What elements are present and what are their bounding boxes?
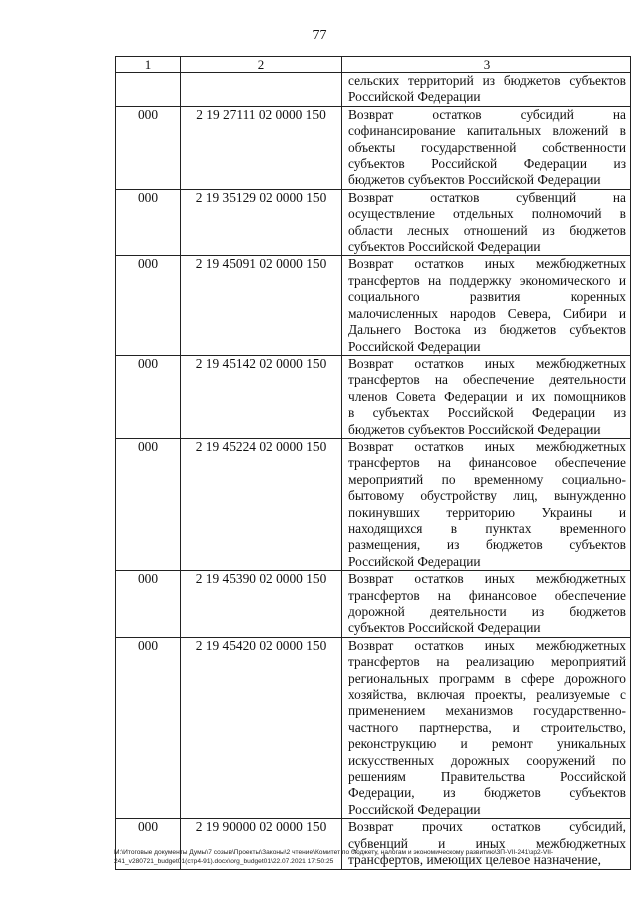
description-line: Возврат остатков иных межбюджетных [348,438,626,454]
admin-code-cell: 000 [116,819,181,869]
description-cell [342,571,631,638]
description-line: трансфертов на финансовое обеспечение [348,587,626,603]
description-line: трансфертов на реализацию мероприятий [348,654,626,670]
admin-code-cell [116,73,181,107]
description-cell [342,256,631,355]
description-line: региональных программ в сфере дорожного [348,670,626,686]
description-line: Российской Федерации [348,553,481,569]
description-line: социального развития коренных [348,289,626,305]
description-line: Российской Федерации [348,89,481,105]
table-row [116,438,631,570]
description-line: объекты государственной собственности [348,139,626,155]
description-cell [342,189,631,256]
description-cell [342,355,631,438]
description-line: субъектов Российской Федерации [348,239,541,255]
file-path-footer [114,848,624,866]
description-line: осуществление отдельных полномочий в [348,206,626,222]
budget-code-cell: 2 19 45420 02 0000 150 [181,637,342,818]
table-row [116,73,631,107]
description-line: субъектов Российской Федерации из [348,156,626,172]
description-line: Федерации, из бюджетов субъектов [348,785,626,801]
description-line: мероприятий по временному социально- [348,471,626,487]
admin-code-cell: 000 [116,256,181,355]
description-line: находящихся в пунктах временного [348,520,626,536]
description-line: Возврат остатков субвенций на [348,189,626,205]
footer-line-1: M:\Итоговые документы Думы\7 созыв\Проекты\Законы\2 чтение\Комитет по бюджету, налогам и экономическому развитию\3П-VII-241\зр2-VII- [114,849,554,856]
budget-code-cell: 2 19 27111 02 0000 150 [181,106,342,189]
description-line: Возврат остатков иных межбюджетных [348,256,626,272]
table-row [116,106,631,189]
description-line: Возврат прочих остатков субсидий, [348,819,626,835]
description-line: Возврат остатков субсидий на [348,106,626,122]
table-row [116,256,631,355]
admin-code-cell: 000 [116,355,181,438]
description-line: бюджетов субъектов Российской Федерации [348,172,601,188]
budget-code-cell [181,73,342,107]
description-cell [342,637,631,818]
description-line: бюджетов субъектов Российской Федерации [348,421,601,437]
table-header-row [116,57,631,73]
footer-line-2: 241_v280721_budget01(стр4-91).docx\org_budget01\22.07.2021 17:50:25 [114,858,334,865]
description-line: трансфертов на финансовое обеспечение [348,455,626,471]
budget-code-cell: 2 19 45224 02 0000 150 [181,438,342,570]
table-row [116,355,631,438]
description-line: трансфертов на обеспечение деятельности [348,372,626,388]
header-col-1: 1 [116,57,181,73]
description-line: софинансирование капитальных вложений в [348,123,626,139]
budget-classification-table [115,56,631,870]
description-line: Возврат остатков иных межбюджетных [348,637,626,653]
budget-code-cell: 2 19 45390 02 0000 150 [181,571,342,638]
page-number: 77 [312,28,327,43]
description-line: членов Совета Федерации и их помощников [348,388,626,404]
description-line: трансфертов на поддержку экономического и [348,272,626,288]
admin-code-cell: 000 [116,571,181,638]
description-line: Российской Федерации [348,338,481,354]
table-row [116,637,631,818]
budget-code-cell: 2 19 90000 02 0000 150 [181,819,342,869]
description-line: бытовому обустройству лиц, вынужденно [348,488,626,504]
description-line: хозяйства, включая проекты, реализуемые с [348,687,626,703]
table-row [116,189,631,256]
admin-code-cell: 000 [116,189,181,256]
description-line: субъектов Российской Федерации [348,620,541,636]
description-line: частного партнерства, и строительство, [348,719,626,735]
admin-code-cell: 000 [116,637,181,818]
description-cell [342,106,631,189]
description-line: решениям Правительства Российской [348,769,626,785]
budget-code-cell: 2 19 35129 02 0000 150 [181,189,342,256]
description-line: размещения, из бюджетов субъектов [348,537,626,553]
description-line: Российской Федерации [348,801,481,817]
description-line: трансфертов, имеющих целевое назначение, [348,852,601,868]
description-line: малочисленных народов Севера, Сибири и [348,305,626,321]
admin-code-cell: 000 [116,106,181,189]
description-line: Возврат остатков иных межбюджетных [348,355,626,371]
description-line: искусственных дорожных сооружений по [348,752,626,768]
description-line: Возврат остатков иных межбюджетных [348,571,626,587]
description-line: Дальнего Востока из бюджетов субъектов [348,322,626,338]
budget-code-cell: 2 19 45091 02 0000 150 [181,256,342,355]
description-line: сельских территорий из бюджетов субъектов [348,73,626,88]
description-line: дорожной деятельности из бюджетов [348,604,626,619]
header-col-3: 3 [342,57,631,73]
table-row [116,571,631,638]
header-col-2: 2 [181,57,342,73]
description-line: реконструкцию и ремонт уникальных [348,736,626,752]
description-cell [342,438,631,570]
description-cell [342,73,631,107]
budget-code-cell: 2 19 45142 02 0000 150 [181,355,342,438]
description-line: применением механизмов государственно- [348,703,626,719]
description-line: субвенций и иных межбюджетных [348,835,626,851]
description-line: области лесных отношений из бюджетов [348,222,626,238]
admin-code-cell: 000 [116,438,181,570]
description-line: покинувших территорию Украины и [348,504,626,520]
description-line: в субъектах Российской Федерации из [348,405,626,421]
